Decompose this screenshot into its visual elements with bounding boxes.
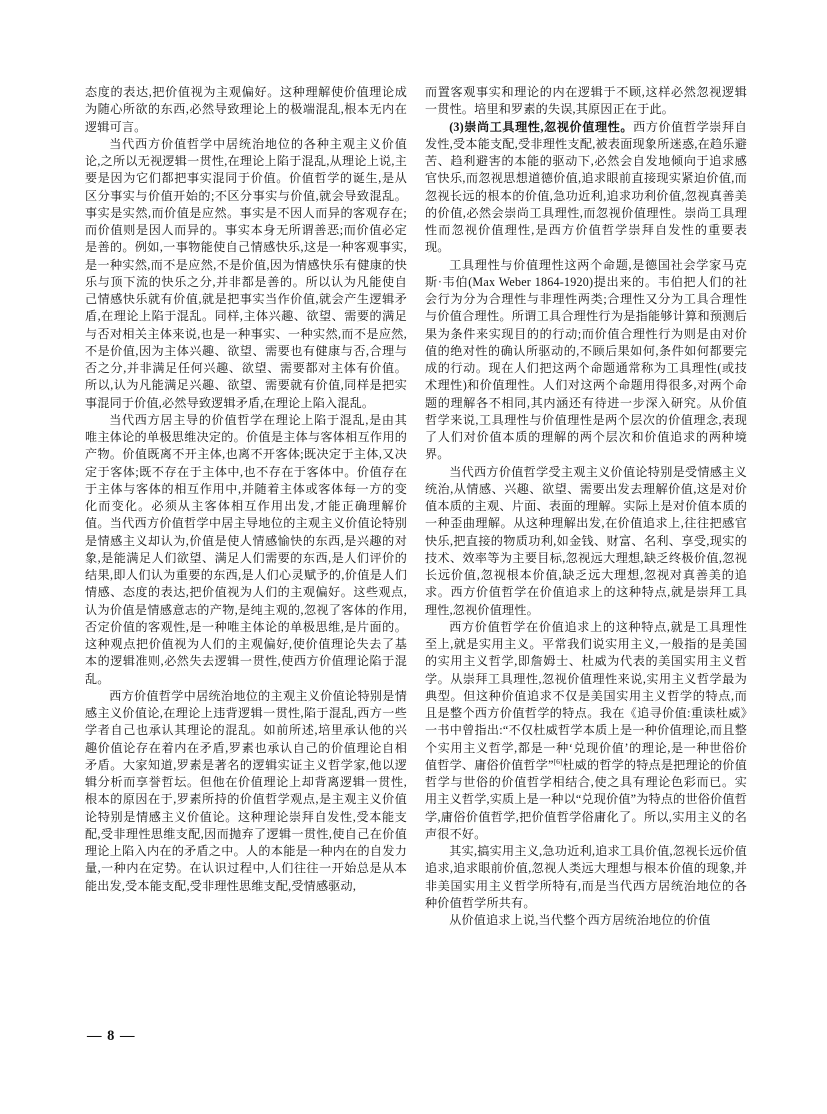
paragraph: 当代西方价值哲学受主观主义价值论特别是受情感主义统治,从情感、兴趣、欲望、需要出发去理解价值,这是对价值本质的主观、片面、表面的理解。实际上是对价值本质的一种歪曲理解。从这种理解出发,在价值追求上,往往把感官快乐,把直接的物质功利,如金钱、财富、名利、享受,现实的技术、效率等为主要目标,忽视远大理想,缺乏终极价值,忽视长远价值,忽视根本价值,缺乏远大理想,忽视对真善美的追求。西方价值哲学在价值追求上的这种特点,就是崇拜工具理性,忽视价值理性。 <box>425 464 747 617</box>
paragraph: 当代西方价值哲学中居统治地位的各种主观主义价值论,之所以无视逻辑一贯性,在理论上陷于混乱,从理论上说,主要是因为它们都把事实混同于价值。价值哲学的诞生,是从区分事实与价值开始的;不区分事实与价值,就会导致混乱。事实是实然,而价值是应然。事实是不因人而异的客观存在;而价值则是因人而异的。事实本身无所谓善恶;而价值必定是善的。例如,一事物能使自己情感快乐,这是一种客观事实,是一种实然,而不是应然,不是价值,因为情感快乐有健康的快乐与顶下流的快乐之分,并非都是善的。所以认为凡能使自己情感快乐就有价值,就是把事实当作价值,就会产生逻辑矛盾,在理论上陷于混乱。同样,主体兴趣、欲望、需要的满足与否对相关主体来说,也是一种事实、一种实然,而不是应然,不是价值,因为主体兴趣、欲望、需要也有健康与否,合理与否之分,并非满足任何兴趣、欲望、需要都对主体有价值。所以,认为凡能满足兴趣、欲望、需要就有价值,同样是把实事混同于价值,必然导致逻辑矛盾,在理论上陷入混乱。 <box>85 136 407 410</box>
paragraph: 其实,搞实用主义,急功近利,追求工具价值,忽视长远价值追求,追求眼前价值,忽视人类远大理想与根本价值的现象,并非美国实用主义哲学所特有,而是当代西方居统治地位的各种价值哲学所共有。 <box>425 844 747 910</box>
paragraph: 工具理性与价值理性这两个命题,是德国社会学家马克斯·韦伯(Max Weber 1864-1920)提出来的。韦伯把人们的社会行为分为合理性与非理性两类;合理性又分为工具合理性与价值合理性。所谓工具合理性行为是指能够计算和预测后果为条件来实现目的的行动;而价值合理性行为则是由对价值的绝对性的确认所驱动的,不顾后果如何,条件如何都要完成的行动。现在人们把这两个命题通常称为工具理性(或技术理性)和价值理性。人们对这两个命题用得很多,对两个命题的理解各不相同,其内涵还有待进一步深入研究。从价值哲学来说,工具理性与价值理性是两个层次的价值理念,表现了人们对价值本质的理解的两个层次和价值追求的两种境界。 <box>425 257 747 462</box>
right-column <box>425 84 747 929</box>
paragraph: 当代西方居主导的价值哲学在理论上陷于混乱,是由其唯主体论的单极思维决定的。价值是主体与客体相互作用的产物。价值既离不开主体,也离不开客体;既决定于主体,又决定于客体;既不存在于主体中,也不存在于客体中。价值存在于主体与客体的相互作用中,并随着主体或客体每一方的变化而变化。必须从主客体相互作用出发,才能正确理解价值。当代西方价值哲学中居主导地位的主观主义价值论特别是情感主义却认为,价值是使人情感愉快的东西,是兴趣的对象,是能满足人们欲望、满足人们需要的东西,是人们评价的结果,即人们认为重要的东西,是人们心灵赋予的,价值是人们情感、态度的表达,把价值视为人们的主观偏好。这些观点,认为价值是情感意志的产物,是纯主观的,忽视了客体的作用,否定价值的客观性,是一种唯主体论的单极思维,是片面的。这种观点把价值视为人们的主观偏好,使价值理论失去了基本的逻辑准则,必然失去逻辑一贯性,使西方价值理论陷于混乱。 <box>85 412 407 686</box>
footnote-reference: [6] <box>553 756 563 766</box>
page-number: — 8 — <box>87 1028 136 1044</box>
left-column <box>85 84 407 929</box>
paragraph: 西方价值哲学中居统治地位的主观主义价值论特别是情感主义价值论,在理论上违背逻辑一贯性,陷于混乱,西方一些学者自己也承认其理论的混乱。如前所述,培里承认他的兴趣价值论存在着内在矛盾,罗素也承认自己的价值理论自相矛盾。大家知道,罗素是著名的逻辑实证主义哲学家,他以逻辑分析而享誉哲坛。但他在价值理论上却背离逻辑一贯性,根本的原因在于,罗素所持的价值哲学观点,是主观主义价值论特别是情感主义价值论。这种理论崇拜自发性,受本能支配,受非理性思维支配,因而抛弃了逻辑一贯性,使自己在价值理论上陷入内在的矛盾之中。人的本能是一种内在的自发力量,一种内在定势。在认识过程中,人们往往一开始总是从本能出发,受本能支配,受非理性思维支配,受情感驱动, <box>85 688 407 893</box>
paragraph-text: 西方价值哲学崇拜自发性,受本能支配,受非理性支配,被表面现象所迷惑,在趋乐避苦、趋利避害的本能的驱动下,必然会自发地倾向于追求感官快乐,而忽视思想道德价值,追求眼前直接现实紧迫价值,而忽视长远的根本的价值,急功近利,追求功利价值,忽视真善美的价值,必然会崇尚工具理性,而忽视价值理性。崇尚工具理性而忽视价值理性,是西方价值哲学崇拜自发性的重要表现。 <box>425 119 747 255</box>
paragraph: 态度的表达,把价值视为主观偏好。这种理解使价值理论成为随心所欲的东西,必然导致理论上的极端混乱,根本无内在逻辑可言。 <box>85 85 407 134</box>
paragraph-text: 杜威的哲学的特点是把理论的价值哲学与世俗的价值哲学相结合,使之具有理论色彩而已。实用主义哲学,实质上是一种以“兑现价值”为特点的世俗价值哲学,庸俗价值哲学,把价值哲学俗庸化了。所以,实用主义的名声很不好。 <box>425 757 747 841</box>
paragraph-text: 西方价值哲学在价值追求上的这种特点,就是工具理性至上,就是实用主义。平常我们说实用主义,一般指的是美国的实用主义哲学,即詹姆士、杜威为代表的美国实用主义哲学。从崇拜工具理性,忽视价值理性来说,实用主义哲学最为典型。但这种价值追求不仅是美国实用主义哲学的特点,而且是整个西方价值哲学的特点。我在《追寻价值:重读杜威》一书中曾指出:“不仅杜威哲学本质上是一种价值理论,而且整个实用主义哲学,都是一种‘兑现价值’的理论,是一种世俗价值哲学、庸俗价值哲学” <box>425 619 747 772</box>
paragraph-with-citation <box>425 619 747 843</box>
text-block <box>85 84 747 929</box>
paragraph: 从价值追求上说,当代整个西方居统治地位的价值 <box>449 913 711 927</box>
section-heading-inline: (3)崇尚工具理性,忽视价值理性。 <box>449 119 634 134</box>
paragraph: 而置客观事实和理论的内在逻辑于不顾,这样必然忽视逻辑一贯性。培里和罗素的失误,其原因正在于此。 <box>425 85 747 117</box>
paragraph-with-heading <box>425 119 747 257</box>
